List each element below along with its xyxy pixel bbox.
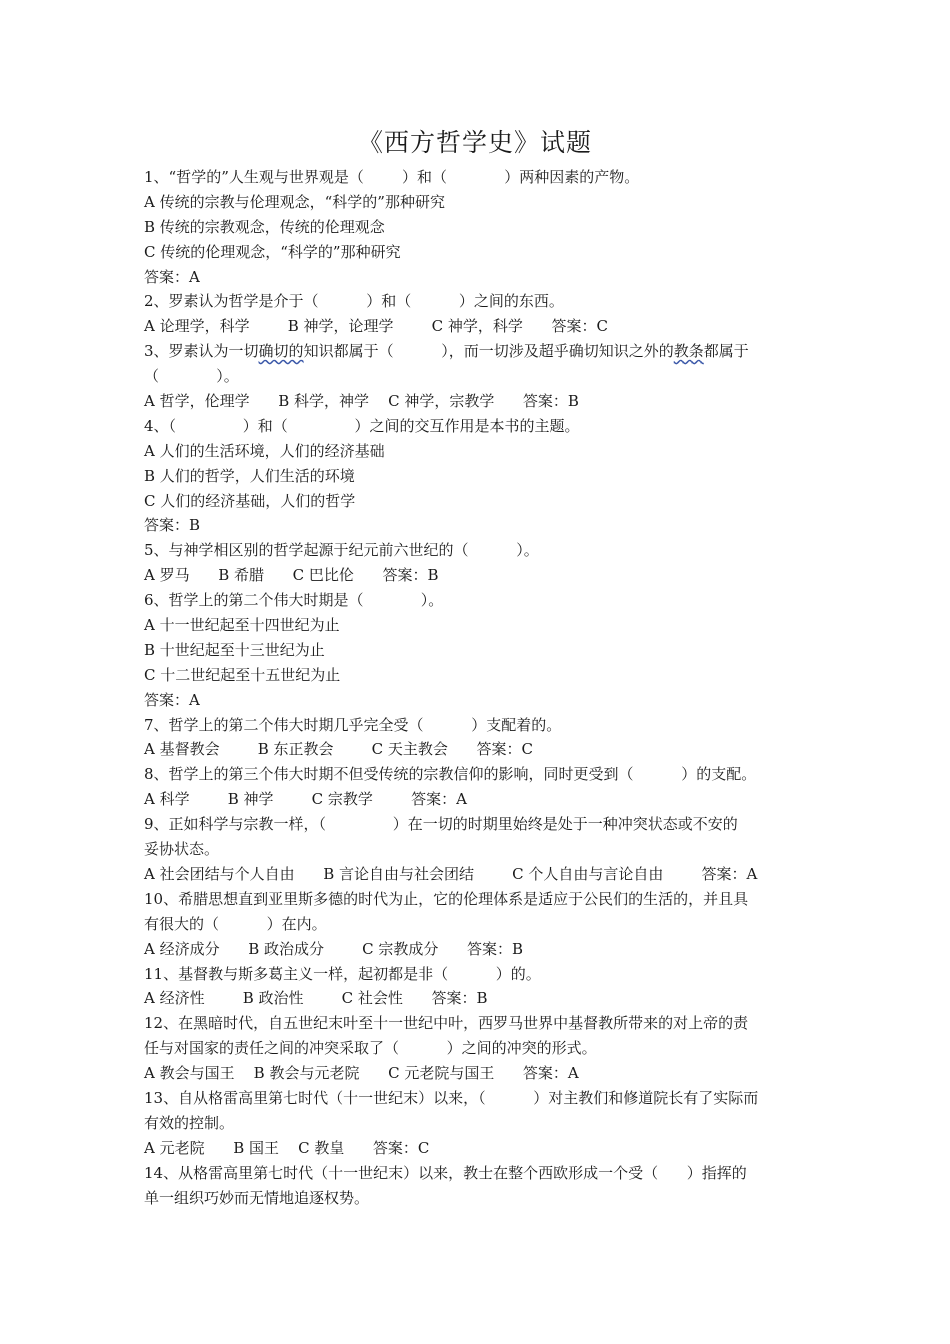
text-line: B 十世纪起至十三世纪为止 xyxy=(144,640,325,659)
text-line: A 罗马 B 希腊 C 巴比伦 答案：B xyxy=(144,566,439,585)
text-line: 8、哲学上的第三个伟大时期不但受传统的宗教信仰的影响，同时更受到（ ）的支配。 xyxy=(144,765,757,784)
underlined-word: 教条 xyxy=(673,342,704,361)
text-line: （ ）。 xyxy=(144,367,239,386)
question-list xyxy=(144,165,814,1210)
page-title: 《西方哲学史》试题 xyxy=(357,128,592,157)
text-line: 答案：B xyxy=(144,516,201,535)
text-line: 10、希腊思想直到亚里斯多德的时代为止，它的伦理体系是适应于公民们的生活的，并且具 xyxy=(144,889,749,908)
text-line: 5、与神学相区别的哲学起源于纪元前六世纪的（ ）。 xyxy=(144,541,539,560)
line-segment: 3、罗素认为一切 xyxy=(144,342,259,361)
text-line: A 元老院 B 国王 C 教皇 答案：C xyxy=(144,1138,430,1157)
text-line: 11、基督教与斯多葛主义一样，起初都是非（ ）的。 xyxy=(144,964,541,983)
text-line: 有效的控制。 xyxy=(144,1113,235,1132)
text-line: A 科学 B 神学 C 宗教学 答案：A xyxy=(144,790,467,809)
text-line: 12、在黑暗时代，自五世纪末叶至十一世纪中叶，西罗马世界中基督教所带来的对上帝的责 xyxy=(144,1014,749,1033)
text-line: A 经济性 B 政治性 C 社会性 答案：B xyxy=(144,989,488,1008)
text-line: A 十一世纪起至十四世纪为止 xyxy=(144,616,340,635)
text-line: A 基督教会 B 东正教会 C 天主教会 答案：C xyxy=(144,740,534,759)
text-line: 2、罗素认为哲学是介于（ ）和（ ）之间的东西。 xyxy=(144,292,564,311)
text-line: A 教会与国王 B 教会与元老院 C 元老院与国王 答案：A xyxy=(144,1064,579,1083)
text-line: 6、哲学上的第二个伟大时期是（ ）。 xyxy=(144,591,444,610)
text-line: 妥协状态。 xyxy=(144,840,220,859)
text-line: 答案：A xyxy=(144,690,200,709)
text-line: A 社会团结与个人自由 B 言论自由与社会团结 C 个人自由与言论自由 答案：A xyxy=(144,864,758,883)
text-line: 4、（ ）和（ ）之间的交互作用是本书的主题。 xyxy=(144,416,580,435)
text-line: 单一组织巧妙而无情地追逐权势。 xyxy=(144,1188,370,1207)
line-segment: 都属于 xyxy=(703,342,749,361)
text-line: C 传统的伦理观念，“科学的”那种研究 xyxy=(144,242,401,261)
text-line: 1、“哲学的”人生观与世界观是（ ）和（ ）两种因素的产物。 xyxy=(144,168,640,186)
text-line: 任与对国家的责任之间的冲突采取了（ ）之间的冲突的形式。 xyxy=(144,1039,597,1058)
text-line: C 十二世纪起至十五世纪为止 xyxy=(144,665,341,684)
text-line: 有很大的（ ）在内。 xyxy=(144,914,327,933)
text-line: 13、自从格雷高里第七时代（十一世纪末）以来，（ ）对主教们和修道院长有了实际而 xyxy=(144,1088,759,1107)
line-segment: 知识都属于（ ），而一切涉及超乎确切知识之外的 xyxy=(303,342,674,361)
text-line: B 人们的哲学，人们生活的环境 xyxy=(144,466,355,485)
text-line xyxy=(144,339,814,364)
text-line: A 哲学，伦理学 B 科学，神学 C 神学，宗教学 答案：B xyxy=(144,392,579,411)
text-line: 14、从格雷高里第七时代（十一世纪末）以来，教士在整个西欧形成一个受（ ）指挥的 xyxy=(144,1163,747,1182)
text-line: 9、正如科学与宗教一样，（ ）在一切的时期里始终是处于一种冲突状态或不安的 xyxy=(144,815,738,834)
text-line: A 论理学，科学 B 神学，论理学 C 神学，科学 答案：C xyxy=(144,317,609,336)
underlined-word: 确切的 xyxy=(258,342,304,361)
text-line: B 传统的宗教观念，传统的伦理观念 xyxy=(144,217,385,236)
text-line: A 经济成分 B 政治成分 C 宗教成分 答案：B xyxy=(144,939,524,958)
text-line: C 人们的经济基础，人们的哲学 xyxy=(144,491,356,510)
text-line: 7、哲学上的第二个伟大时期几乎完全受（ ）支配着的。 xyxy=(144,715,562,734)
text-line: A 人们的生活环境，人们的经济基础 xyxy=(144,441,385,460)
text-line: 答案：A xyxy=(144,267,200,286)
text-line: A 传统的宗教与伦理观念，“科学的”那种研究 xyxy=(144,192,445,211)
